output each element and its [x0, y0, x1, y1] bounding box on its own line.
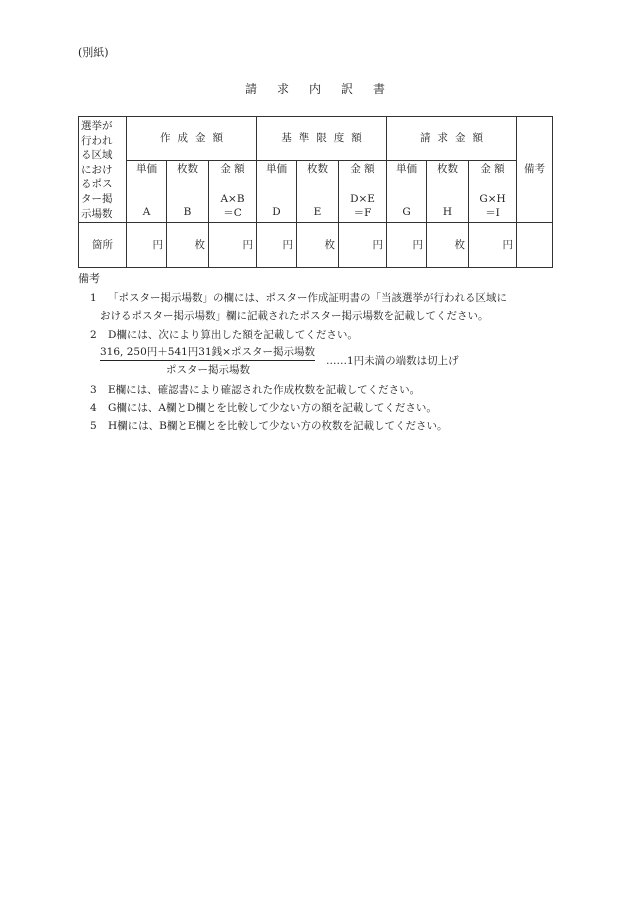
remarks-cell [517, 223, 553, 268]
notes-heading: 備考 [78, 272, 100, 285]
letter-b: B [183, 206, 192, 218]
note-4: 4 G欄には、A欄とD欄とを比較して少ない方の額を記載してください。 [90, 402, 437, 414]
letter-d: D [272, 206, 281, 218]
unit-yen-f: 円 [339, 223, 387, 268]
unit-yen-a: 円 [127, 223, 167, 268]
formula-i: G×H ＝I [479, 193, 506, 219]
formula-f: D×E ＝F [350, 193, 375, 219]
note-2: 2 D欄には、次により算出した額を記載してください。 [90, 329, 358, 341]
unit-price-a-cell: 単価 A [127, 161, 167, 223]
document-title: 請求内訳書 [244, 82, 405, 96]
standard-limit-group-header: 基準限度額 [257, 117, 387, 161]
creation-amount-group-header: 作成金額 [127, 117, 257, 161]
note-1: 1 「ポスター掲示場数」の欄には、ポスター作成証明書の「当該選挙が行われる区域に [90, 292, 507, 304]
count-e-cell: 枚数 E [297, 161, 339, 223]
formula-denominator: ポスター掲示場数 [166, 364, 250, 376]
count-h-cell: 枚数 H [427, 161, 469, 223]
formula-c: A×B ＝C [220, 193, 245, 219]
letter-h: H [442, 206, 453, 218]
formula-rounding-note: ……1円未満の端数は切上げ [326, 355, 459, 367]
claim-amount-group-header: 請求金額 [387, 117, 517, 161]
amount-c-cell: 金 額 A×B ＝C [209, 161, 257, 223]
unit-yen-g: 円 [387, 223, 427, 268]
polling-area-count-header: 選挙が 行われ る区域 におけ るポス ター掲 示場数 [79, 117, 127, 223]
amount-f-cell: 金 額 D×E ＝F [339, 161, 387, 223]
note-3: 3 E欄には、確認書により確認された作成枚数を記載してください。 [90, 384, 421, 396]
unit-yen-c: 円 [209, 223, 257, 268]
note-5: 5 H欄には、B欄とE欄とを比較して少ない方の枚数を記載してください。 [90, 420, 448, 432]
letter-g: G [402, 206, 411, 218]
letter-a: A [142, 206, 151, 218]
unit-sheets-b: 枚 [167, 223, 209, 268]
count-b-cell: 枚数 B [167, 161, 209, 223]
unit-yen-d: 円 [257, 223, 297, 268]
remarks-header: 備考 [517, 117, 553, 223]
letter-e: E [313, 206, 322, 218]
breakdown-table [78, 116, 553, 268]
amount-i-cell: 金 額 G×H ＝I [469, 161, 517, 223]
unit-yen-i: 円 [469, 223, 517, 268]
note-1-continued: おけるポスター掲示場数」欄に記載されたポスター掲示場数を記載してください。 [100, 310, 489, 322]
unit-sheets-h: 枚 [427, 223, 469, 268]
unit-sheets-e: 枚 [297, 223, 339, 268]
unit-price-d-cell: 単価 D [257, 161, 297, 223]
unit-price-g-cell: 単価 G [387, 161, 427, 223]
formula-numerator: 316, 250円＋541円31銭×ポスター掲示場数 [100, 344, 315, 361]
unit-places: 箇所 [79, 223, 127, 268]
annex-label: (別紙) [78, 46, 109, 59]
